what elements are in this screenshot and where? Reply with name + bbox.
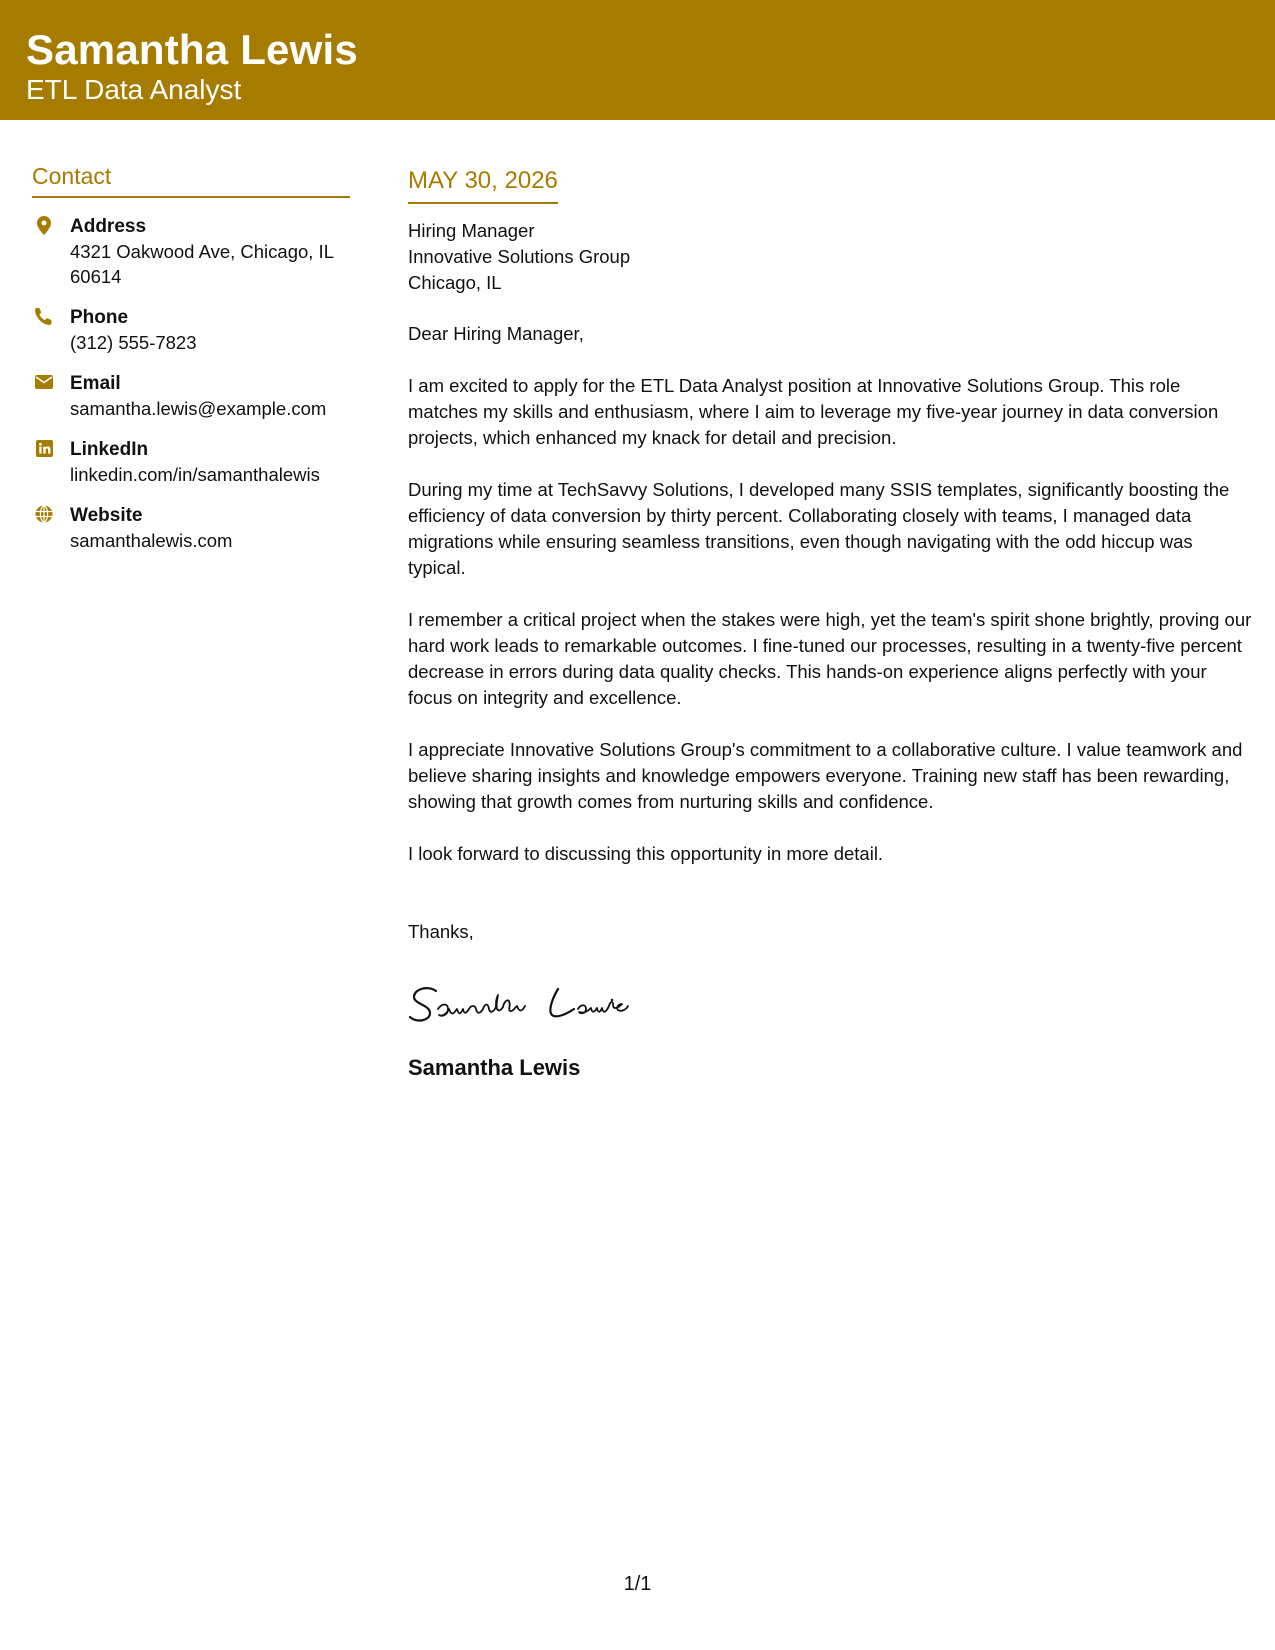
contact-phone (32, 305, 352, 355)
recipient-block (408, 218, 1253, 296)
recipient-company: Innovative Solutions Group (408, 246, 631, 267)
address-value: 4321 Oakwood Ave, Chicago, IL 60614 (70, 241, 334, 287)
page-number: 1/1 (623, 1573, 652, 1595)
signer-name: Samantha Lewis (408, 1055, 581, 1080)
paragraph: I look forward to discussing this opportunity in more detail. (408, 843, 884, 864)
contact-linkedin (32, 437, 352, 487)
paragraph: I appreciate Innovative Solutions Group's commitment to a collaborative culture. I value teamwork and believe sharing insights and knowledge empowers everyone. Training new staff has been rewarding, showing that growth comes from nurturing skills and confidence. (408, 739, 1243, 812)
linkedin-value: linkedin.com/in/samanthalewis (70, 464, 320, 485)
paragraph: During my time at TechSavvy Solutions, I developed many SSIS templates, significantly boosting the efficiency of data conversion by thirty percent. Collaborating closely with teams, I managed data migrations while ensuring seamless transitions, even though navigating with the odd hiccup was typical. (408, 479, 1230, 578)
contact-sidebar (32, 160, 352, 553)
salutation: Dear Hiring Manager, (408, 323, 584, 344)
contact-heading: Contact (32, 160, 350, 198)
closing: Thanks, (408, 921, 474, 942)
website-label: Website (70, 505, 143, 526)
linkedin-icon (34, 437, 54, 459)
letter-date: MAY 30, 2026 (408, 165, 558, 204)
envelope-icon (34, 371, 54, 393)
handwritten-signature (408, 973, 668, 1033)
contact-website (32, 503, 352, 553)
phone-icon (34, 305, 54, 327)
globe-icon (34, 503, 54, 525)
recipient-title: Hiring Manager (408, 220, 535, 241)
header-banner (0, 0, 1275, 120)
linkedin-label: LinkedIn (70, 439, 149, 460)
phone-value: (312) 555-7823 (70, 332, 197, 353)
contact-address (32, 214, 352, 289)
address-label: Address (70, 216, 147, 237)
phone-label: Phone (70, 307, 129, 328)
email-label: Email (70, 373, 121, 394)
applicant-title: ETL Data Analyst (26, 74, 242, 105)
applicant-name: Samantha Lewis (26, 26, 358, 73)
email-value: samantha.lewis@example.com (70, 398, 327, 419)
recipient-location: Chicago, IL (408, 272, 502, 293)
website-value: samanthalewis.com (70, 530, 233, 551)
paragraph: I am excited to apply for the ETL Data Analyst position at Innovative Solutions Group. This role matches my skills and enthusiasm, where I aim to leverage my five-year journey in data conversion projects, which enhanced my knack for detail and precision. (408, 375, 1219, 448)
paragraph: I remember a critical project when the stakes were high, yet the team's spirit shone brightly, proving our hard work leads to remarkable outcomes. I fine-tuned our processes, resulting in a twenty-five percent decrease in errors during data quality checks. This hands-on experience aligns perfectly with your focus on integrity and excellence. (408, 609, 1252, 708)
contact-email (32, 371, 352, 421)
location-pin-icon (34, 214, 54, 236)
letter-body (408, 165, 1253, 1083)
